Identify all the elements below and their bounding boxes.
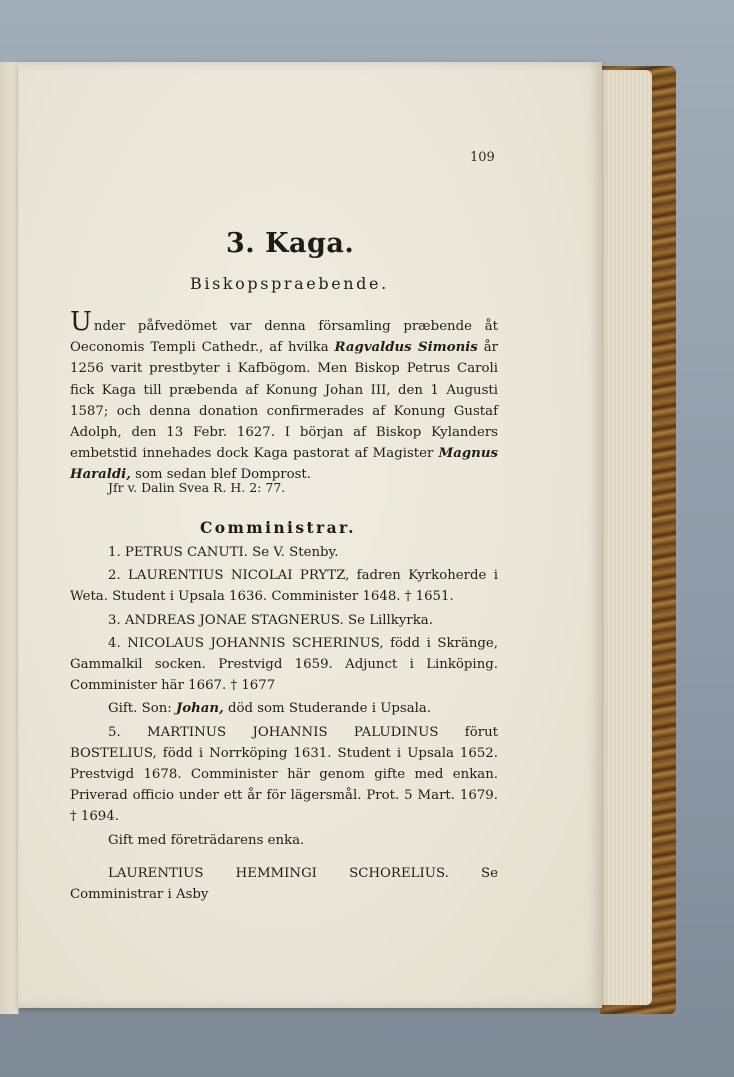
entry-text: LAURENTIUS HEMMINGI SCHORELIUS. Se Comministrar i Asby [70, 865, 498, 903]
section-heading: Comministrar. [200, 518, 356, 537]
comminister-entry [70, 722, 498, 828]
page-stack-edge [600, 70, 652, 1005]
entry-note-text: död som Studerande i Upsala. [223, 701, 432, 717]
chapter-title: 3. Kaga. [226, 228, 355, 259]
drop-cap: U [70, 307, 92, 337]
citation: Jfr v. Dalin Svea R. H. 2: 77. [108, 480, 286, 495]
entry-list [70, 542, 498, 907]
entry-text: 4. NICOLAUS JOHANNIS SCHERINUS, född i Skränge, Gammalkil socken. Prestvigd 1659. Adjunct i Linköping. Comminister här 1667. † 1677 [70, 635, 498, 694]
comminister-entry [70, 565, 498, 607]
comminister-entry [70, 610, 498, 631]
intro-text: år 1256 varit prestbyter i Kafbögom. Men Biskop Petrus Caroli fick Kaga till præbenda af Konung Johan III, den 1 Augusti 1587; och denna donation confirmerades af Konung Gustaf Adolph, den 13 Febr. 1627. I början af Biskop Kylanders embetstid innehades dock Kaga pastorat af Magister [70, 340, 498, 462]
entry-note-name: Johan, [175, 701, 224, 717]
left-page-edge [0, 62, 19, 1014]
entry-note-text: Gift. Son: [108, 701, 176, 717]
entry-text: 5. MARTINUS JOHANNIS PALUDINUS förut BOSTELIUS, född i Norrköping 1631. Student i Upsala 1652. Prestvigd 1678. Comminister här genom gifte med enkan. Priverad officio under ett år för lägersmål. Prot. 5 Mart. 1679. † 1694. [70, 724, 498, 825]
intro-name: Ragvaldus Simonis [334, 340, 478, 356]
entry-text: 1. PETRUS CANUTI. Se V. Stenby. [108, 545, 339, 560]
intro-name: Magnus Haraldi, [70, 446, 498, 483]
entry-note [70, 698, 498, 719]
comminister-entry [70, 633, 498, 697]
intro-text: nder påfvedömet var denna församling præbende åt Oeconomis Templi Cathedr., af hvilka [70, 319, 498, 356]
chapter-subtitle: Biskopspraebende. [190, 274, 389, 293]
entry-note [70, 830, 498, 851]
page-number: 109 [470, 150, 495, 165]
entry-text: 3. ANDREAS JONAE STAGNERUS. Se Lillkyrka. [108, 612, 433, 628]
intro-paragraph [70, 307, 498, 486]
comminister-entry [70, 863, 498, 905]
comminister-entry [70, 542, 498, 563]
entry-text: 2. LAURENTIUS NICOLAI PRYTZ, fadren Kyrkoherde i Weta. Student i Upsala 1636. Comminister 1648. † 1651. [70, 568, 498, 605]
intro-text: som sedan blef Domprost. [130, 467, 311, 483]
entry-note-text: Gift med företrädarens enka. [108, 832, 305, 848]
